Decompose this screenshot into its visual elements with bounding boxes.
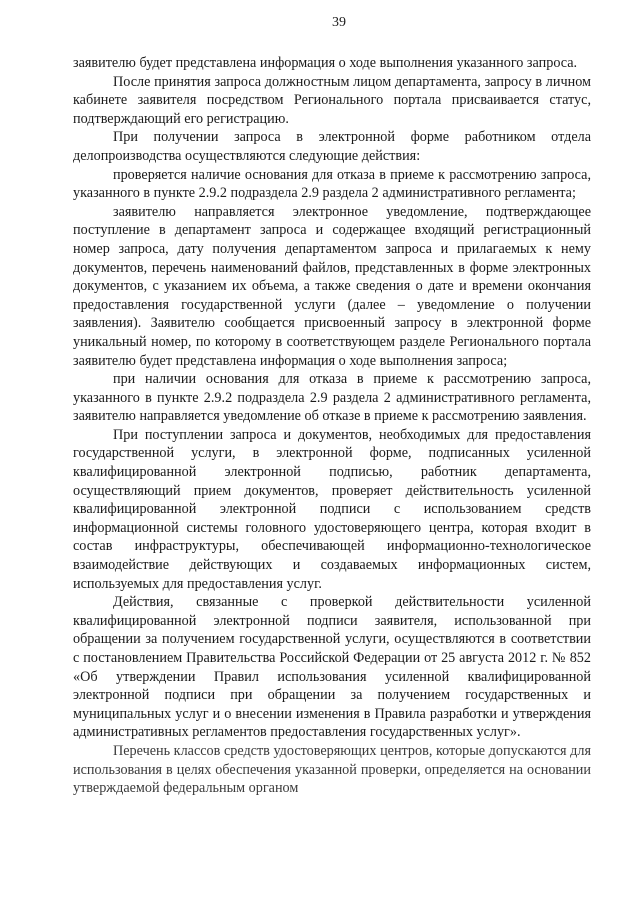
paragraph-check-refusal-grounds: проверяется наличие основания для отказа в приеме к рассмотрению запроса, указанного в пункте 2.9.2 подраздела 2.9 раздела 2 административного регламента; xyxy=(73,166,591,202)
paragraph-processing-actions: При получении запроса в электронной форме работником отдела делопроизводства осуществляются следующие действия: xyxy=(73,129,591,164)
paragraph-status-assignment: После принятия запроса должностным лицом департамента, запросу в личном кабинете заявителя посредством Регионального портала присваивается статус, подтверждающий его регистрацию. xyxy=(73,73,591,127)
paragraph-signature-verification: При поступлении запроса и документов, необходимых для предоставления государственной услуги, в электронной форме, подписанных усиленной квалифицированной электронной подписью, работник департамента, осуществляющий прием документов, проверяет действительность усиленной квалифицированной электронной подписи с использованием средств информационной системы головного удостоверяющего центра, которая входит в состав инфраструктуры, обеспечивающей информационно-технологическое взаимодействие действующих и создаваемых информационных систем, используемых для предоставления услуг. xyxy=(73,426,591,592)
paragraph-signature-actions: Действия, связанные с проверкой действительности усиленной квалифицированной электронной подписи заявителя, использованной при обращении за получением государственной услуги, осуществляются в соответствии с постановлением Правительства Российской Федерации от 25 августа 2012 г. № 852 «Об утверждении Правил использования усиленной квалифицированной электронной подписи при обращении за получением государственных и муниципальных услуг и о внесении изменения в Правила разработки и утверждения административных регламентов предоставления государственных услуг». xyxy=(73,594,591,741)
paragraph-continuation: заявителю будет представлена информация о ходе выполнения указанного запроса. xyxy=(73,55,578,71)
paragraph-electronic-notification: заявителю направляется электронное уведомление, подтверждающее поступление в департамент запроса и содержащее входящий регистрационный номер запроса, дату получения департаментом запроса и прилагаемых к нему документов, перечень наименований файлов, представленных в форме электронных документов, с указанием их объема, а также сведения о дате и времени окончания предоставления государственной услуги (далее – уведомление о получении заявления). Заявителю сообщается присвоенный запросу в электронной форме уникальный номер, по которому в соответствующем разделе Регионального портала заявителю будет представлена информация о ходе выполнения запроса; xyxy=(73,203,591,369)
paragraph-refusal-notification: при наличии основания для отказа в приеме к рассмотрению запроса, указанного в пункте 2.9.2 подраздела 2.9 раздела 2 административного регламента, заявителю направляется уведомление об отказе в приеме к рассмотрению заявления. xyxy=(73,371,591,425)
page-number: 39 xyxy=(332,15,346,30)
paragraph-certification-centers: Перечень классов средств удостоверяющих центров, которые допускаются для использования в целях обеспечения указанной проверки, определяется на основании утверждаемой федеральным органом xyxy=(73,742,591,797)
